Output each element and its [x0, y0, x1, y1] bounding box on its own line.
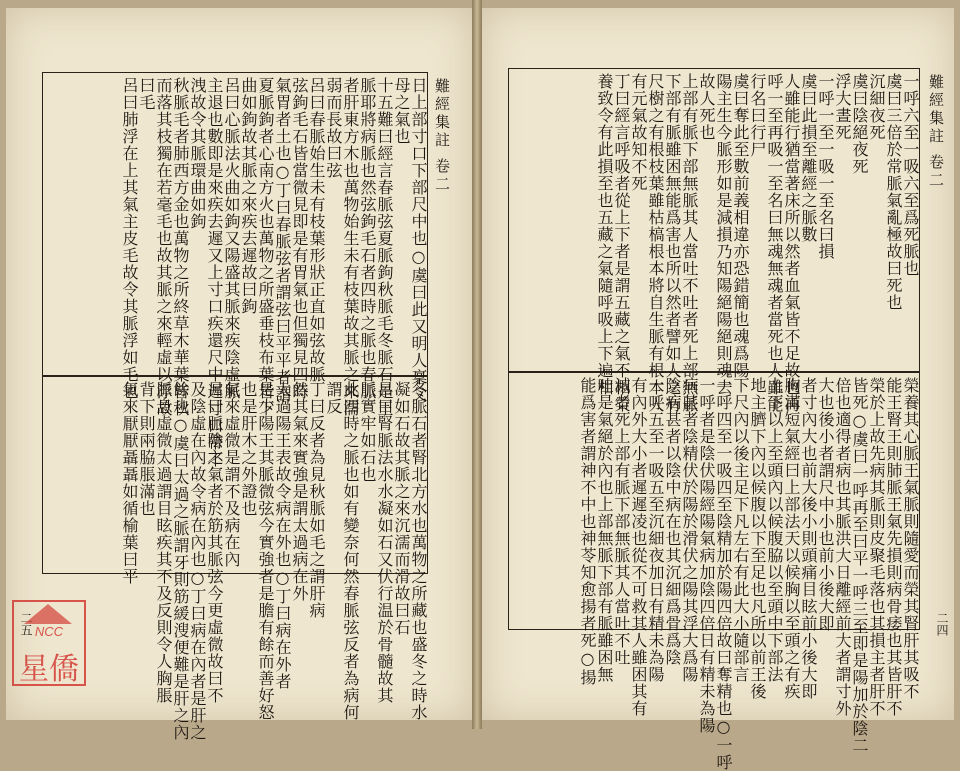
right-top-text-column: 有元氣故知不死 [629, 73, 648, 192]
left-bottom-text-column: 氣來虛微是謂不及病在內 [222, 381, 241, 568]
right-top-text-column: 浮大晝死 [833, 73, 852, 141]
left-top-text-column: 秋脈毛者肺西方金也萬物之所終草木華葉皆秋 [171, 77, 190, 417]
right-top-text-column: 虞曰三倍於常脈氣亂極故曰死也 [884, 73, 903, 311]
left-bottom-text-column: 餘也○虞曰太過之脈謂牙則筋緩溲便難是肝之內 [171, 381, 190, 741]
book-gutter [472, 0, 482, 729]
right-page [482, 8, 954, 771]
seal-name: 星僑 [19, 652, 79, 687]
left-page-number: 二五 [19, 612, 33, 636]
right-bottom-text-column: 地主臍下內以候腹以下至足也凡所以前王後 [748, 377, 767, 700]
left-bottom-text-column: 冬脈石者腎北方水也萬物之所藏也盛冬之時水 [409, 381, 428, 721]
left-running-title: 難經集註 卷二 [433, 78, 451, 194]
right-bottom-text-column: 一呼五至一吸五至沉細夜加日有精未為陽 [646, 377, 665, 683]
left-bottom-text-column: 是少陽王其脈微弦今實強者是膽有餘而善好怒 [256, 381, 275, 721]
seal-roof-icon [24, 604, 72, 624]
left-bottom-text-column: 謂反 [324, 381, 343, 415]
right-top-section [509, 69, 920, 413]
left-bottom-text-column: 脈實牢如石也 [358, 381, 377, 483]
right-bottom-text-column: 倍也適得者病也其脈洪大日離經前大者謂寸外 [833, 377, 852, 717]
right-top-text-column: 虞曰奪此至數前義相違亦恐錯簡也魂爲陽 [731, 73, 750, 379]
left-bottom-text-column: 及陰虛在內故令病在內也○丁曰病在內者是肝之 [188, 381, 207, 741]
left-top-text-column: 呂曰春脈始生未有枝葉形狀正直如弦故脈 [307, 77, 326, 383]
left-top-text-column: 十五難曰經言春脈弦夏脈鉤秋脈毛冬脈石是王 [375, 77, 394, 417]
right-bottom-text-column: 能王腎王則肺脈王氣先損則病骨痿也其皆肝不 [884, 377, 903, 717]
left-top-text-column: 夏脈鉤者心南方火也萬物之所盛垂枝布葉皆下 [256, 77, 275, 417]
right-bottom-text-column: 榮於上故先病其脈則皮聚毛落也其損主者肝不 [867, 377, 886, 717]
left-bottom-text-column: 呂曰脈陰之氣者於筋其脈弦今更虛微故曰不 [205, 381, 224, 704]
right-top-text-column: 行名曰行尸 [748, 73, 767, 158]
right-bottom-text-column: 胸滿短氣經曰上部法天以候胸以至頭之有疾 [782, 377, 801, 700]
left-top-text-column: 洩故令其脈環曲如鉤 [188, 77, 207, 230]
left-top-text-column: 母之氣也 [392, 77, 411, 145]
left-top-text-column: 呂曰肺浮在上其氣主皮毛故令其脈浮如毛也 [120, 77, 139, 400]
right-top-text-column: 上部有脈下部無脈其人當吐不吐者死上部無脈 [680, 73, 699, 413]
left-top-text-column: 主退也數即是來疾去遲又上寸口疾還尺中遲寸口帶不 [205, 77, 224, 468]
right-top-text-column: 虞曰陰絕夜死 [850, 73, 869, 175]
right-top-text-column: 陽主生今脈形如是減損乃知陽絕陽絕則魂去 [714, 73, 733, 396]
left-top-text-column: 弦鉤毛石皆當微見即是有胃氣也但獨見四時 [290, 77, 309, 400]
left-top-text-column: 曲如鉤故其脈之來疾去遲故曰鉤 [239, 77, 258, 315]
seal-code: NCC [34, 624, 64, 639]
left-bottom-text-column: 也是肝木之外證也 [239, 381, 258, 517]
left-top-text-column: 而落其枝獨在若毫毛也故其脈之來輕虛以浮故 [154, 77, 173, 417]
right-bottom-text-column: 皆死○虞曰一呼再至曰平一呼三至即是陽加於陰二 [850, 377, 869, 754]
right-bottom-text-column: 上下以上至頭內以候腹脇以至頭中下部法 [765, 377, 784, 683]
left-bottom-text-column: 凝如石故其脈之來沉濡而滑故曰石 [392, 381, 411, 636]
right-top-text-column: 尺樹之有根枝葉雖枯槁根本將自生脈有根本人 [646, 73, 665, 413]
right-top-text-column: 人雖能行猶當著床所以然者血氣皆不足故也再 [782, 73, 801, 413]
left-bottom-text-column: 脈息虛微太過謂目眩疾其不及反則令人胸脹 [154, 381, 173, 704]
right-bottom-text-column: 一呼四至一吸四至陰精加於陽四倍故曰奪精也○一呼 [714, 377, 733, 771]
left-top-text-column: 呂曰心脈法火曲如鉤又陽盛其脈來疾陰虛脈 [222, 77, 241, 400]
left-bottom-text-column: 丁曰反者為見秋脈如毛之謂肝病 [307, 381, 326, 619]
right-running-title: 難經集註 卷二 [927, 74, 945, 190]
left-top-text-column: 脈耶將病脈也然弦鉤毛石者四時之脈也春脈 [358, 77, 377, 400]
right-bottom-section [509, 373, 920, 771]
right-page-number: 二四 [935, 612, 949, 636]
right-bottom-text-column: 滅者死上部有脈下部無脈其人當吐不吐 [612, 377, 631, 666]
right-text-frame [508, 68, 920, 771]
library-seal-stamp [12, 600, 86, 686]
right-top-text-column: 虞曰此損至離經之脈數 [799, 73, 818, 243]
left-top-text-column: 弱而長故曰弦 [324, 77, 343, 179]
left-bottom-text-column: 然其氣來實強是謂太過病在外 [290, 381, 309, 602]
right-bottom-text-column: 榮養其心脈王氣脈則隨愛而榮其腎肝其吸不 [901, 377, 920, 700]
left-top-text-column: 曰毛 [137, 77, 156, 111]
right-top-text-column: 故人死也 [697, 73, 716, 141]
left-bottom-text-column: 此四時之脈也如有變奈何然春脈弦反者為病何 [341, 381, 360, 721]
right-bottom-text-column: 下尺內以後主足下凡左右有此大小隨部言 [731, 377, 750, 683]
left-bottom-text-column: 氣來厭厭聶聶如循榆葉曰平 [120, 381, 139, 585]
right-bottom-text-column: 大也後小者謂尺中小也前小後大即 [816, 377, 835, 632]
right-top-text-column: 丁曰經言呼吸者從上下者是謂五藏之氣不相榮 [612, 73, 631, 413]
right-top-text-column: 一呼六至一吸六至爲死脈也 [901, 73, 920, 277]
left-top-text-column: 日上部寸口下部尺中也○虞曰此又明人稟父 [409, 77, 428, 403]
right-bottom-text-column: 陰病甚者以陰中病在也其沉細爲骨爲陰 [663, 377, 682, 666]
left-top-text-column: 氣胃者土也○丁曰春脈弦者謂弦曰平平者謂 [273, 77, 292, 403]
right-bottom-text-column: 吐是氣絕於內也上部無脈下部有脈雖困無 [595, 377, 614, 683]
right-top-text-column: 養致令有此損至也五藏之氣隨呼吸上下遍相 [595, 73, 614, 396]
left-top-text-column: 者肝東方木也萬物始生未有枝葉故其脈之來濡 [341, 77, 360, 417]
right-bottom-text-column: 能爲害者謂神不中也神苓知愈揚者死○揚 [578, 377, 597, 686]
right-bottom-text-column: 有內外大小者遲遲凌也從不可救其人雖困其有 [629, 377, 648, 717]
right-top-text-column: 下部有脈雖困無能爲害也所以然者譬如人之有 [663, 73, 682, 413]
right-top-text-column: 一呼一至一吸一至名曰損 [816, 73, 835, 260]
right-bottom-text-column: 病甚者陰精伏於陽於滑伏之陽其浮大爲陽 [680, 377, 699, 683]
left-bottom-text-column: 背下則兩脇脹滿也 [137, 381, 156, 517]
right-top-text-column: 呼一至再吸一至名曰無魂無魂者當死也人雖能 [765, 73, 784, 413]
right-bottom-text-column: 者寸內大也前大後小則頭痛目眩前小後大即 [799, 377, 818, 700]
left-bottom-text-column: 太過陽王表故令病在外也○丁曰病在外者 [273, 381, 292, 690]
right-top-text-column: 沉細夜死 [867, 73, 886, 141]
right-bottom-text-column: 一呼者是陰伏陽經陽氣病加陰四倍日有精未為陽 [697, 377, 716, 734]
left-bottom-text-column: 呂曰腎脈法水水凝如石又伏行温於骨髓故其 [375, 381, 394, 704]
